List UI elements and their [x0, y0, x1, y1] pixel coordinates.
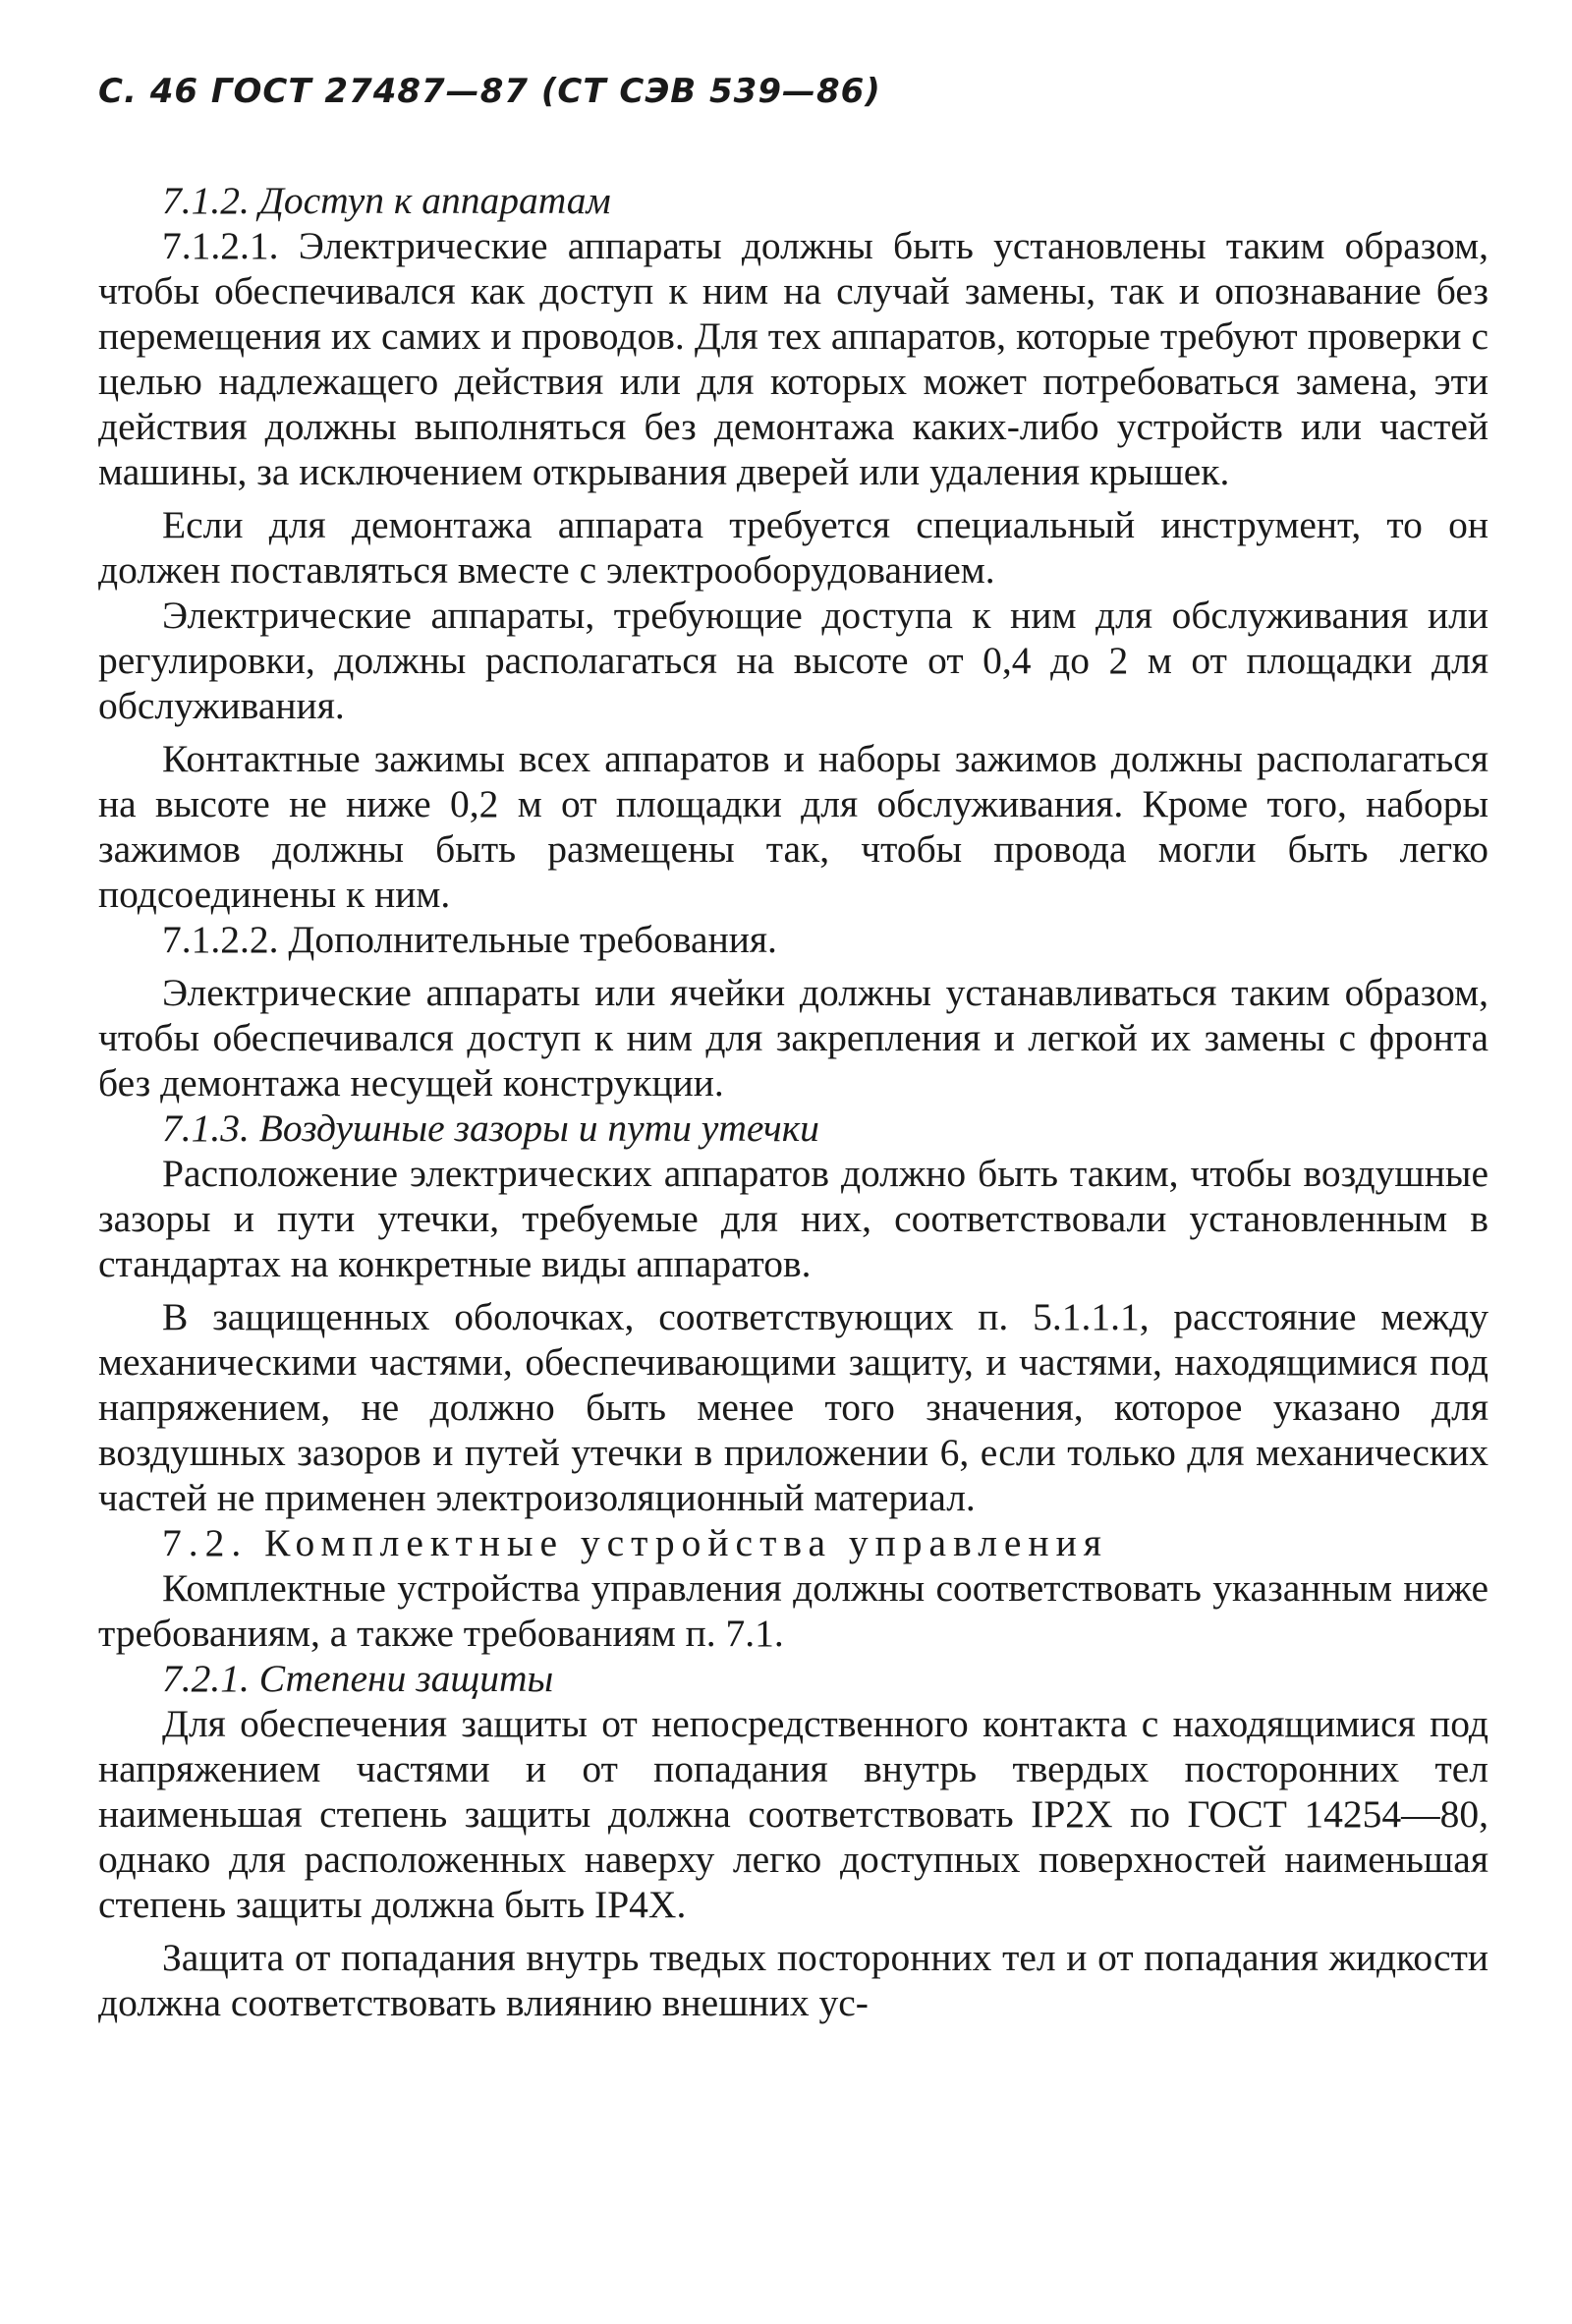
paragraph-7-1-2-1: 7.1.2.1. Электрические аппараты должны быть установлены таким образом, чтобы обеспечивался как доступ к ним на случай замены, так и опознавание без перемещения их самих и проводов. Для тех аппаратов, которые требуют проверки с целью надлежащего действия или для которых может потребоваться замена, эти действия должны выполняться без демонтажа каких-либо устройств или частей машины, за исключением открывания дверей или удаления крышек.	[98, 224, 1488, 493]
paragraph-terminal-clamps: Контактные зажимы всех аппаратов и наборы зажимов должны располагаться на высоте не ниже 0,2 м от площадки для обслуживания. Кроме того, наборы зажимов должны быть размещены так, чтобы провода могли быть легко подсоединены к ним.	[98, 737, 1488, 916]
document-page	[98, 69, 1488, 2025]
paragraph-foreign-bodies: Защита от попадания внутрь тведых посторонних тел и от попадания жидкости должна соответствовать влиянию внешних ус-	[98, 1936, 1488, 2024]
paragraph-mounting-access: Электрические аппараты или ячейки должны устанавливаться таким образом, чтобы обеспечивался доступ к ним для закрепления и легкой их замены с фронта без демонтажа несущей конструкции.	[98, 971, 1488, 1105]
paragraph-protection-degree: Для обеспечения защиты от непосредственного контакта с находящимися под напряжением частями и от попадания внутрь твердых посторонних тел наименьшая степень защиты должна соответствовать IP2X по ГОСТ 14254—80, однако для расположенных наверху легко доступных поверхностей наименьшая степень защиты должна быть IP4X.	[98, 1702, 1488, 1926]
section-heading-7-2: 7.2. Комплектные устройства управления	[162, 1521, 1108, 1564]
section-heading-7-1-3: 7.1.3. Воздушные зазоры и пути утечки	[162, 1106, 819, 1150]
paragraph-service-height: Электрические аппараты, требующие доступа к ним для обслуживания или регулировки, должны располагаться на высоте от 0,4 до 2 м от площадки для обслуживания.	[98, 594, 1488, 727]
paragraph-tool-requirement: Если для демонтажа аппарата требуется специальный инструмент, то он должен поставляться вместе с электрооборудованием.	[98, 503, 1488, 592]
section-heading-7-1-2-2: 7.1.2.2. Дополнительные требования.	[162, 918, 777, 961]
section-heading-7-2-1: 7.2.1. Степени защиты	[162, 1657, 554, 1700]
paragraph-clearances: Расположение электрических аппаратов должно быть таким, чтобы воздушные зазоры и пути утечки, требуемые для них, соответствовали установленным в стандартах на конкретные виды аппаратов.	[98, 1152, 1488, 1285]
running-head: С. 46 ГОСТ 27487—87 (СТ СЭВ 539—86)	[98, 72, 881, 111]
paragraph-control-devices: Комплектные устройства управления должны соответствовать указанным ниже требованиям, а также требованиям п. 7.1.	[98, 1566, 1488, 1655]
section-heading-7-1-2: 7.1.2. Доступ к аппаратам	[162, 179, 611, 222]
paragraph-protected-enclosures: В защищенных оболочках, соответствующих п. 5.1.1.1, расстояние между механическими частями, обеспечивающими защиту, и частями, находящимися под напряжением, не должно быть менее того значения, которое указано для воздушных зазоров и путей утечки в приложении 6, если только для механических частей не применен электроизоляционный материал.	[98, 1295, 1488, 1519]
